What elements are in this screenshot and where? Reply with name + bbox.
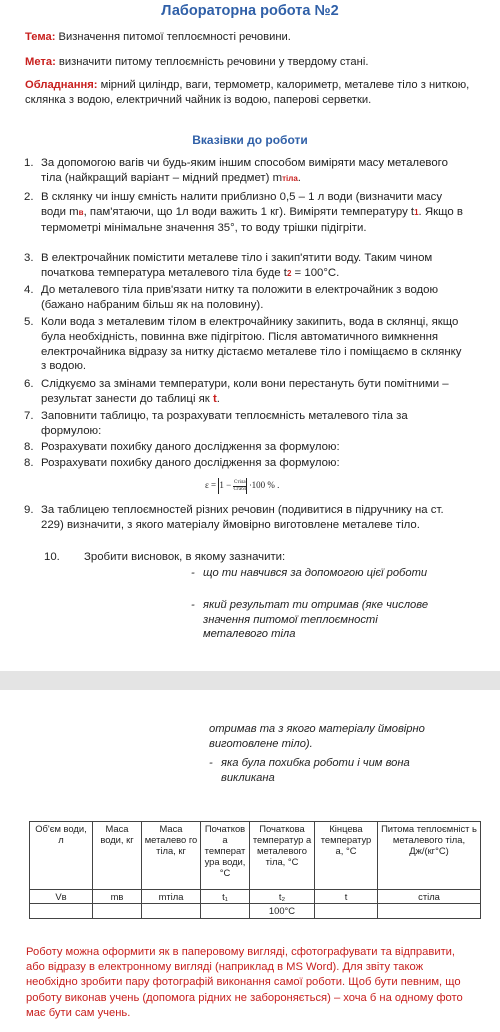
topic-label: Тема: <box>25 31 56 43</box>
step-text-mid: , пам'ятаючи, що 1л води важить 1 кг). Виміряти температуру t <box>83 205 415 218</box>
step-number: 8. <box>24 457 34 469</box>
value-cell <box>93 904 142 919</box>
numerator-sub: тіла <box>237 479 246 485</box>
final-temp-symbol: t <box>212 392 217 405</box>
goal-text: визначити питому теплоємність речовини у твердому стані. <box>55 56 369 68</box>
step-text: До металевого тіла прив'язати нитку та положити в електрочайник з водою (бажано набраним більш як на половину). <box>41 284 439 311</box>
step-text: За допомогою вагів чи будь-яким іншим способом виміряти масу металевого тіла (найкращий варіант – мідний предмет) m <box>41 157 448 184</box>
step-number: 6. <box>24 378 34 390</box>
value-cell: 100°С <box>250 904 315 919</box>
symbol-cell: t₁ <box>201 890 250 904</box>
step-number: 3. <box>24 252 34 264</box>
dash-marker: - <box>191 599 195 611</box>
step-number: 7. <box>24 410 34 422</box>
formula-fraction <box>233 480 246 493</box>
step-number: 10. <box>44 551 60 563</box>
step-text: За таблицею теплоємностей різних речовин (подивитися в підручнику на ст. 229) визначити, з якого матеріалу ймовірно виготовлене металеве тіло. <box>41 504 444 531</box>
topic-line <box>25 30 480 45</box>
step-text-end: . <box>297 171 301 184</box>
topic-text: Визначення питомої теплоємності речовини. <box>55 31 291 43</box>
conclusion-continuation: отримав та з якого матеріалу ймовірно виготовлене тіло). <box>209 723 425 750</box>
step-7 <box>24 409 466 439</box>
step-9 <box>24 503 466 533</box>
symbol-cell: t₂ <box>250 890 315 904</box>
value-cell <box>30 904 93 919</box>
symbol-cell: cтіла <box>378 890 481 904</box>
step-number: 1. <box>24 157 34 169</box>
conclusion-text: яка була похибка роботи і чим вона викликана <box>221 757 410 784</box>
instructions-heading: Вказівки до роботи <box>192 133 308 147</box>
header-cell: Маса металево го тіла, кг <box>142 822 201 890</box>
step-text: Розрахувати похибку даного дослідження за формулою: <box>41 441 340 453</box>
value-cell <box>142 904 201 919</box>
table-row <box>30 904 481 919</box>
step-text: Розрахувати похибку даного дослідження за формулою: <box>41 457 340 469</box>
step-8b <box>24 456 466 471</box>
header-cell: Початков а температ ура води, °С <box>201 822 250 890</box>
formula-one: 1 − <box>219 480 234 491</box>
submission-note: Роботу можна оформити як в паперовому вигляді, сфотографувати та відправити, або відразу в електронному вигляді (наприклад в MS Word). Для звіту також необхідно зробити пару фотографій виконання самої роботи. Щоб бути певним, що роботу виконав учень (допомога рідних не забороняється) – хоча б на одному фото має бути сам учень. <box>26 946 463 1019</box>
step-number: 9. <box>24 504 34 516</box>
formula-lhs: ε = <box>205 480 219 491</box>
header-cell: Початкова температур а металевого тіла, °С <box>250 822 315 890</box>
denominator-sub: табл <box>236 486 247 492</box>
step-text-end: = 100°С. <box>291 266 340 279</box>
step-4 <box>24 283 466 313</box>
header-cell: Об'єм води, л <box>30 822 93 890</box>
symbol-cell: t <box>315 890 378 904</box>
water-mass-subscript: в <box>78 207 84 217</box>
symbol-cell: Vв <box>30 890 93 904</box>
step-1 <box>24 156 466 187</box>
temp-subscript: 2 <box>286 268 292 278</box>
step-text-end: . Якщо в термометрі мінімальне значення 35°, то воду трішки підігріти. <box>41 205 463 234</box>
value-cell <box>201 904 250 919</box>
conclusion-point-2 <box>191 598 433 642</box>
numerator: C <box>233 479 238 485</box>
step-2 <box>24 190 466 235</box>
step-number: 8. <box>24 441 34 453</box>
table-row <box>30 890 481 904</box>
value-cell <box>378 904 481 919</box>
step-text-end: . <box>216 392 220 405</box>
mass-subscript: тіла <box>282 173 298 183</box>
step-number: 2. <box>24 191 34 203</box>
error-formula <box>205 478 279 494</box>
symbol-cell: mв <box>93 890 142 904</box>
step-8a <box>24 440 466 455</box>
conclusion-point-1 <box>191 566 433 581</box>
dash-marker: - <box>209 757 213 769</box>
step-10 <box>44 550 286 565</box>
step-6 <box>24 377 466 407</box>
dash-marker: - <box>191 567 195 579</box>
step-text: Коли вода з металевим тілом в електрочайнику закипить, вода в склянці, якщо була необхідність, повинна вже підігрітою. Після автоматичного вимкнення електрочайника відразу за нитку дістаємо металеве тіло і поміщаємо в склянку з водою. <box>41 316 462 373</box>
step-text: Слідкуємо за змінами температури, коли вони перестануть бути помітними – результат занести до таблиці як <box>41 378 449 405</box>
header-cell: Маса води, кг <box>93 822 142 890</box>
temp-subscript: 1 <box>414 207 419 217</box>
formula-rhs: ∙100 % . <box>247 480 280 491</box>
results-table <box>29 821 481 919</box>
step-5 <box>24 315 466 374</box>
goal-label: Мета: <box>25 56 56 68</box>
conclusion-text: який результат ти отримав (яке числове значення питомої теплоємності металевого тіла <box>203 599 429 641</box>
step-number: 5. <box>24 316 34 328</box>
header-cell: Питома теплоємніст ь металевого тіла, Дж/(кг°С) <box>378 822 481 890</box>
step-text: В електрочайник помістити металеве тіло і закип'ятити воду. Таким чином початкова температура металевого тіла буде t <box>41 252 433 279</box>
goal-line <box>25 55 480 70</box>
equipment-label: Обладнання: <box>25 79 98 91</box>
step-number: 4. <box>24 284 34 296</box>
table-header-row <box>30 822 481 890</box>
conclusion-point-3 <box>209 756 446 785</box>
denominator: C <box>233 486 237 492</box>
equipment-text: мірний циліндр, ваги, термометр, калориметр, металеве тіло з ниткою, склянка з водою, електричний чайник із водою, паперові серветки. <box>25 79 470 106</box>
lab-title: Лабораторна робота №2 <box>161 3 339 19</box>
step-3 <box>24 251 466 282</box>
header-cell: Кінцева температур а, °С <box>315 822 378 890</box>
value-cell <box>315 904 378 919</box>
step-text: В склянку чи іншу ємність налити приблизно 0,5 – 1 л води (визначити масу води m <box>41 191 443 218</box>
conclusion-text: що ти навчився за допомогою цієї роботи <box>203 567 428 579</box>
step-text: Зробити висновок, в якому зазначити: <box>84 551 286 563</box>
equipment-line <box>25 78 480 108</box>
symbol-cell: mтіла <box>142 890 201 904</box>
step-text: Заповнити таблицю, та розрахувати теплоємність металевого тіла за формулою: <box>41 410 408 437</box>
document-page-2 <box>0 690 500 1032</box>
